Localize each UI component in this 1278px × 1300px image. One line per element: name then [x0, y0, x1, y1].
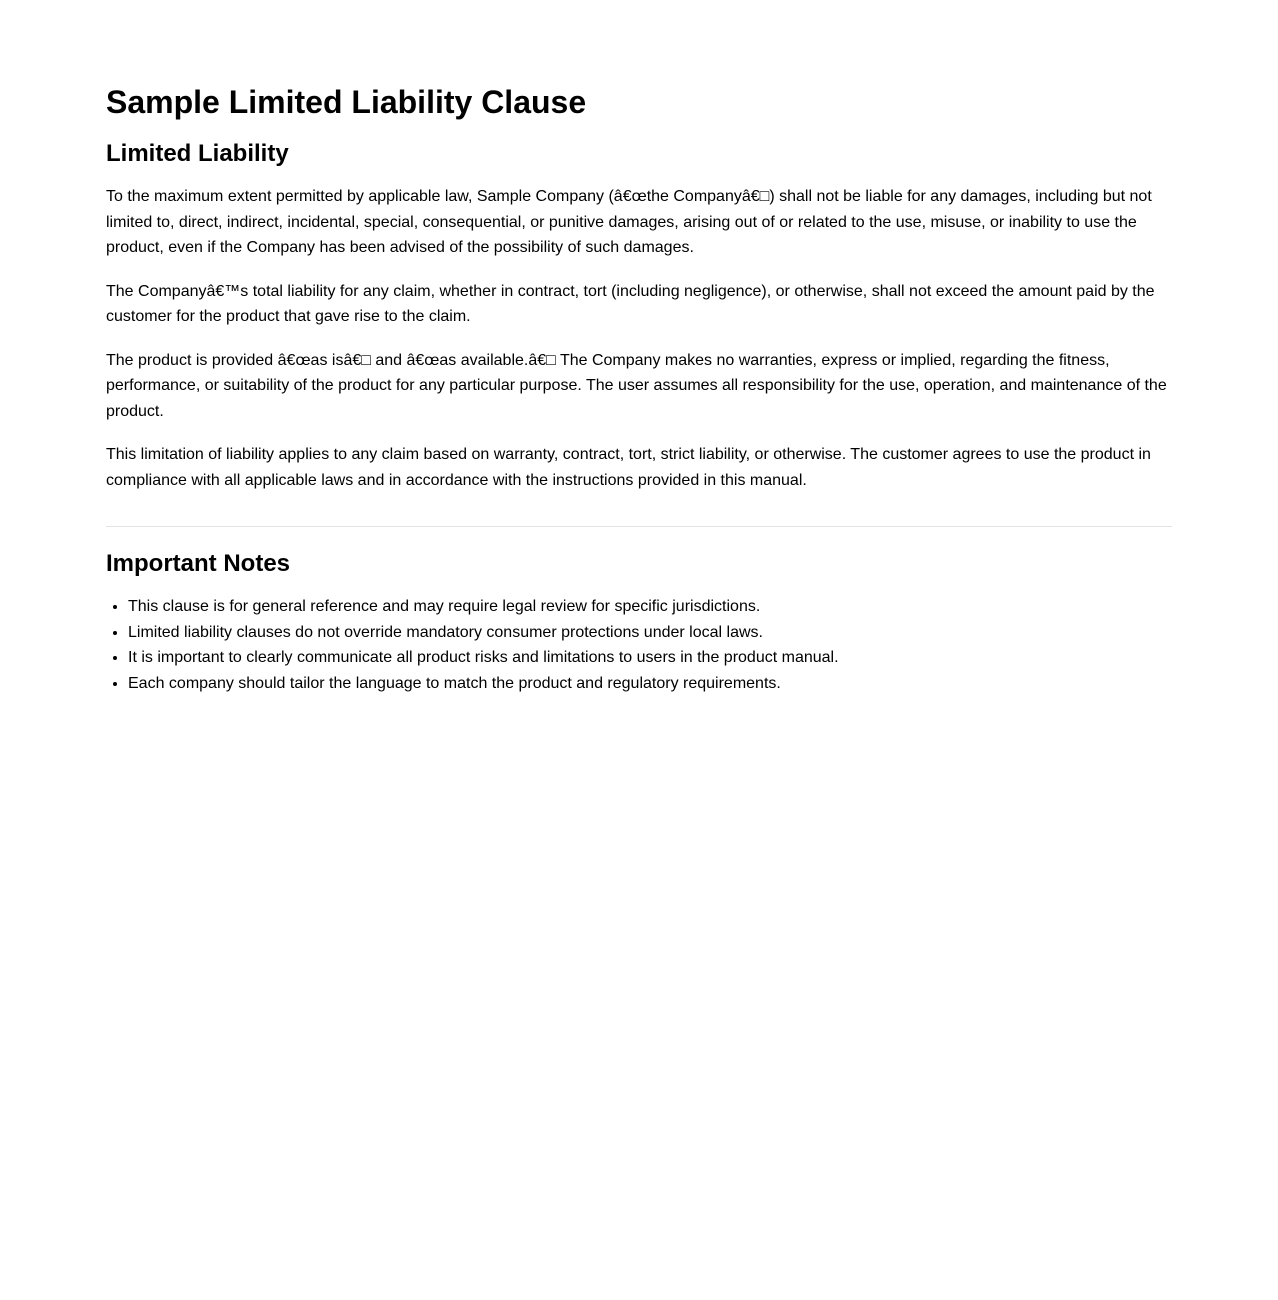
important-notes-section	[106, 549, 1172, 696]
important-notes-list	[106, 594, 1172, 696]
paragraph: The Companyâ€™s total liability for any claim, whether in contract, tort (including negligence), or otherwise, shall not exceed the amount paid by the customer for the product that gave rise to the claim.	[106, 282, 1155, 325]
list-item: • This clause is for general reference and may require legal review for specific jurisdictions.	[128, 594, 1172, 620]
list-item: • Each company should tailor the language to match the product and regulatory requirements.	[128, 671, 1172, 697]
paragraph: The product is provided â€œas isâ€□ and â€œas available.â€□ The Company makes no warranties, express or implied, regarding the fitness, performance, or suitability of the product for any particular purpose. The user assumes all responsibility for the use, operation, and maintenance of the product.	[106, 351, 1167, 420]
document-title: Sample Limited Liability Clause	[106, 84, 587, 120]
paragraph: To the maximum extent permitted by applicable law, Sample Company (â€œthe Companyâ€□) shall not be liable for any damages, including but not limited to, direct, indirect, incidental, special, consequential, or punitive damages, arising out of or related to the use, misuse, or inability to use the product, even if the Company has been advised of the possibility of such damages.	[106, 188, 1152, 256]
section-divider	[106, 526, 1172, 527]
paragraph: This limitation of liability applies to any claim based on warranty, contract, tort, strict liability, or otherwise. The customer agrees to use the product in compliance with all applicable laws and in accordance with the instructions provided in this manual.	[106, 446, 1151, 489]
limited-liability-heading: Limited Liability	[106, 140, 289, 167]
document-page	[0, 0, 1172, 696]
list-item: • Limited liability clauses do not override mandatory consumer protections under local laws.	[128, 620, 1172, 646]
important-notes-heading: Important Notes	[106, 550, 291, 577]
limited-liability-paragraphs	[106, 184, 1172, 493]
limited-liability-section	[106, 139, 1172, 493]
list-item: • It is important to clearly communicate all product risks and limitations to users in the product manual.	[128, 645, 1172, 671]
